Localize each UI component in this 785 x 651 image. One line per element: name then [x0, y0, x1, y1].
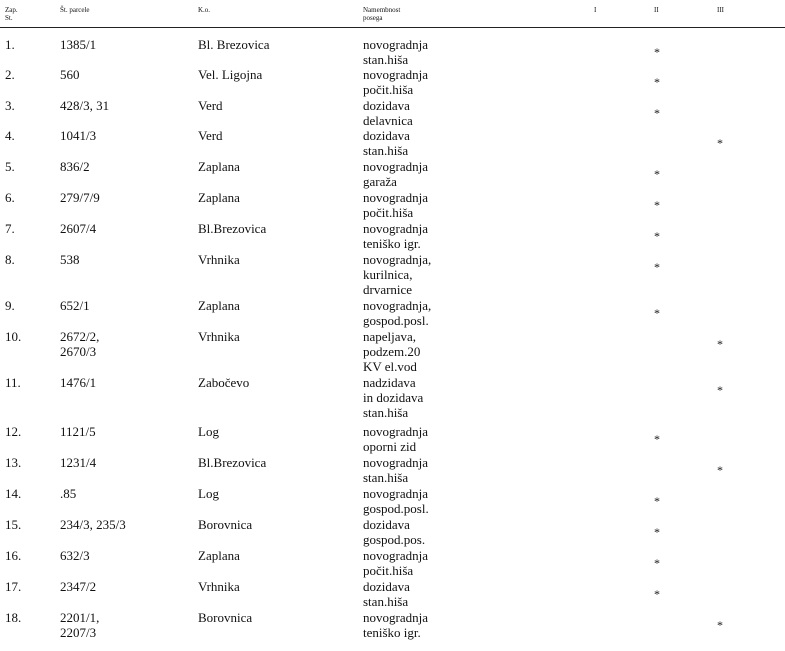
purpose-line: kurilnica,: [363, 267, 413, 282]
row-number: 5.: [5, 159, 15, 174]
row-number: 14.: [5, 486, 22, 501]
intervention-purpose: [363, 548, 428, 578]
parcel-line: 2207/3: [60, 625, 97, 640]
category-II-mark: *: [654, 525, 660, 539]
purpose-line: stan.hiša: [363, 143, 409, 158]
purpose-line: dozidava: [363, 98, 410, 113]
intervention-purpose: [363, 67, 428, 97]
header-divider: [0, 27, 785, 28]
header-st: St.: [5, 14, 13, 22]
header-posega: posega: [363, 14, 383, 22]
parcel-number: [60, 159, 90, 174]
purpose-line: gospod.pos.: [363, 532, 426, 547]
purpose-line: KV el.vod: [363, 359, 417, 374]
parcel-number: [60, 37, 96, 52]
parcel-line: 1385/1: [60, 37, 97, 52]
category-III-mark: *: [717, 337, 723, 351]
purpose-line: novogradnja,: [363, 252, 432, 267]
purpose-line: in dozidava: [363, 390, 424, 405]
intervention-purpose: [363, 610, 428, 640]
parcel-number: [60, 375, 96, 390]
cadastral-municipality: Vrhnika: [198, 252, 240, 267]
cadastral-municipality: Verd: [198, 128, 223, 143]
category-II-mark: *: [654, 587, 660, 601]
purpose-line: novogradnja: [363, 159, 428, 174]
header-zap-st: [5, 6, 18, 22]
row-number: 3.: [5, 98, 15, 113]
category-III-mark: *: [717, 136, 723, 150]
purpose-line: novogradnja: [363, 221, 428, 236]
parcel-line: 2672/2,: [60, 329, 100, 344]
purpose-line: teniško igr.: [363, 625, 421, 640]
row-number: 13.: [5, 455, 22, 470]
parcel-line: 632/3: [60, 548, 90, 563]
purpose-line: počit.hiša: [363, 563, 414, 578]
intervention-purpose: [363, 98, 413, 128]
row-number: 18.: [5, 610, 22, 625]
purpose-line: teniško igr.: [363, 236, 421, 251]
purpose-line: novogradnja: [363, 424, 428, 439]
category-II-mark: *: [654, 306, 660, 320]
purpose-line: novogradnja: [363, 455, 428, 470]
purpose-line: drvarnice: [363, 282, 413, 297]
purpose-line: podzem.20: [363, 344, 421, 359]
parcel-number: [60, 128, 96, 143]
intervention-purpose: [363, 375, 423, 420]
intervention-purpose: [363, 579, 410, 609]
row-number: 17.: [5, 579, 22, 594]
category-III-mark: *: [717, 383, 723, 397]
row-number: 1.: [5, 37, 15, 52]
category-III-mark: *: [717, 463, 723, 477]
parcel-line: 2347/2: [60, 579, 97, 594]
purpose-line: novogradnja: [363, 67, 428, 82]
parcel-number: [60, 486, 76, 501]
parcel-line: 234/3, 235/3: [60, 517, 126, 532]
header-ko: K.o.: [198, 6, 211, 14]
cadastral-municipality: Bl. Brezovica: [198, 37, 270, 52]
purpose-line: dozidava: [363, 579, 410, 594]
row-number: 12.: [5, 424, 22, 439]
row-number: 16.: [5, 548, 22, 563]
cadastral-municipality: Zabočevo: [198, 375, 250, 390]
purpose-line: novogradnja: [363, 190, 428, 205]
cadastral-municipality: Vrhnika: [198, 579, 240, 594]
parcel-number: [60, 67, 80, 82]
parcel-number: [60, 548, 90, 563]
row-number: 8.: [5, 252, 15, 267]
category-II-mark: *: [654, 167, 660, 181]
intervention-purpose: [363, 329, 420, 374]
parcel-number: [60, 252, 80, 267]
row-number: 10.: [5, 329, 22, 344]
parcel-number: [60, 517, 126, 532]
cadastral-municipality: Borovnica: [198, 517, 253, 532]
cadastral-municipality: Zaplana: [198, 298, 240, 313]
category-II-mark: *: [654, 260, 660, 274]
purpose-line: nadzidava: [363, 375, 416, 390]
intervention-purpose: [363, 37, 428, 67]
parcel-number: [60, 424, 96, 439]
intervention-purpose: [363, 486, 429, 516]
parcel-number: [60, 98, 109, 113]
category-II-mark: *: [654, 198, 660, 212]
purpose-line: novogradnja: [363, 37, 428, 52]
parcel-line: 560: [60, 67, 80, 82]
parcel-line: 1231/4: [60, 455, 97, 470]
purpose-line: novogradnja: [363, 486, 428, 501]
purpose-line: gospod.posl.: [363, 313, 429, 328]
parcel-line: 279/7/9: [60, 190, 100, 205]
header-namen: Namembnost: [363, 6, 401, 14]
purpose-line: stan.hiša: [363, 52, 409, 67]
parcel-number: [60, 190, 100, 205]
intervention-purpose: [363, 128, 410, 158]
category-III-mark: *: [717, 618, 723, 632]
cadastral-municipality: Bl.Brezovica: [198, 455, 267, 470]
cadastral-municipality: Zaplana: [198, 548, 240, 563]
parcel-line: .85: [60, 486, 77, 501]
category-II-mark: *: [654, 432, 660, 446]
parcel-line: 2607/4: [60, 221, 97, 236]
intervention-purpose: [363, 190, 428, 220]
purpose-line: gospod.posl.: [363, 501, 429, 516]
parcel-line: 2670/3: [60, 344, 97, 359]
parcel-number: [60, 221, 96, 236]
category-II-mark: *: [654, 556, 660, 570]
category-II-mark: *: [654, 106, 660, 120]
purpose-line: dozidava: [363, 128, 410, 143]
purpose-line: počit.hiša: [363, 205, 414, 220]
parcel-line: 652/1: [60, 298, 90, 313]
intervention-purpose: [363, 159, 428, 189]
row-number: 4.: [5, 128, 15, 143]
intervention-purpose: [363, 455, 428, 485]
parcel-number: [60, 610, 99, 640]
purpose-line: oporni zid: [363, 439, 417, 454]
category-II-mark: *: [654, 229, 660, 243]
parcel-number: [60, 455, 96, 470]
parcel-line: 1476/1: [60, 375, 97, 390]
purpose-line: garaža: [363, 174, 397, 189]
category-II-mark: *: [654, 45, 660, 59]
parcel-line: 836/2: [60, 159, 90, 174]
cadastral-municipality: Borovnica: [198, 610, 253, 625]
cadastral-municipality: Log: [198, 424, 219, 439]
row-number: 15.: [5, 517, 22, 532]
cadastral-municipality: Log: [198, 486, 219, 501]
row-number: 2.: [5, 67, 15, 82]
cadastral-municipality: Zaplana: [198, 159, 240, 174]
purpose-line: stan.hiša: [363, 594, 409, 609]
cadastral-municipality: Bl.Brezovica: [198, 221, 267, 236]
header-II: II: [654, 6, 659, 14]
purpose-line: novogradnja: [363, 548, 428, 563]
row-number: 7.: [5, 221, 15, 236]
parcel-number: [60, 579, 96, 594]
category-II-mark: *: [654, 75, 660, 89]
row-number: 6.: [5, 190, 15, 205]
parcel-line: 1041/3: [60, 128, 97, 143]
purpose-line: počit.hiša: [363, 82, 414, 97]
purpose-line: dozidava: [363, 517, 410, 532]
cadastral-municipality: Vrhnika: [198, 329, 240, 344]
cadastral-municipality: Verd: [198, 98, 223, 113]
intervention-purpose: [363, 298, 431, 328]
cadastral-municipality: Zaplana: [198, 190, 240, 205]
intervention-purpose: [363, 424, 428, 454]
cadastral-municipality: Vel. Ligojna: [198, 67, 263, 82]
row-number: 9.: [5, 298, 15, 313]
category-II-mark: *: [654, 494, 660, 508]
row-number: 11.: [5, 375, 21, 390]
intervention-purpose: [363, 252, 431, 297]
purpose-line: napeljava,: [363, 329, 417, 344]
purpose-line: stan.hiša: [363, 470, 409, 485]
purpose-line: delavnica: [363, 113, 413, 128]
header-namembnost: [363, 6, 400, 22]
header-zap: Zap.: [5, 6, 18, 14]
parcel-line: 538: [60, 252, 80, 267]
parcel-number: [60, 298, 90, 313]
header-parcela: Št. parcele: [60, 6, 90, 14]
purpose-line: novogradnja,: [363, 298, 432, 313]
parcel-line: 428/3, 31: [60, 98, 110, 113]
parcel-line: 1121/5: [60, 424, 96, 439]
header-III: III: [717, 6, 724, 14]
intervention-purpose: [363, 221, 428, 251]
header-I: I: [594, 6, 597, 14]
parcel-line: 2201/1,: [60, 610, 100, 625]
purpose-line: novogradnja: [363, 610, 428, 625]
purpose-line: stan.hiša: [363, 405, 409, 420]
parcel-number: [60, 329, 99, 359]
intervention-purpose: [363, 517, 425, 547]
